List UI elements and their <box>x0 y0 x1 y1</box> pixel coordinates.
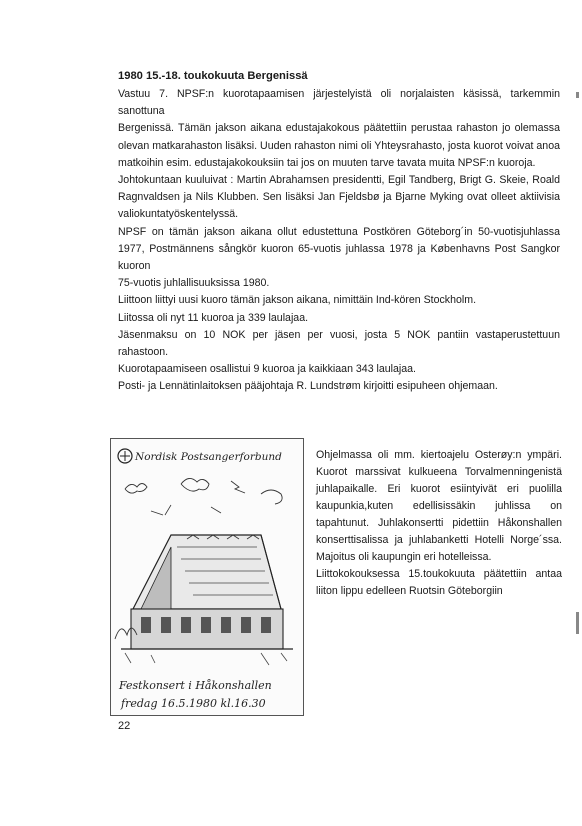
paragraph: 75-vuotis juhlallisuuksissa 1980. <box>118 277 270 290</box>
figure-caption-line2: fredag 16.5.1980 kl.16.30 <box>121 697 266 710</box>
paragraph: Liitossa oli nyt 11 kuoroa ja 339 laulajaa. <box>118 311 309 324</box>
paragraph: Vastuu 7. NPSF:n kuorotapaamisen järjestelyistä oli norjalaisten käsissä, tarkemmin sanottuna <box>118 88 560 118</box>
paragraph: Ohjelmassa oli mm. kiertoajelu Osterøy:n ympäri. Kuorot marssivat kulkueena Torvalmenningenistä juhlapaikalle. Eri kuorot esiintyivät eri puolilla kaupunkia,kuten edellisissäkin juhlissa on tapahtunut. Juhlakonsertti pidettiin Håkonshallen konserttisalissa ja juhlabanketti Hotelli Norge´ssa. Majoitus oli kaupungin eri hotelleissa. <box>316 449 562 563</box>
scan-edge-mark <box>576 92 579 98</box>
figure-header: Nordisk Postsangerforbund <box>135 451 282 463</box>
paragraph: Posti- ja Lennätinlaitoksen pääjohtaja R. Lundstrøm kirjoitti esipuheen ohjemaan. <box>118 380 498 393</box>
section-title: 1980 15.-18. toukokuuta Bergenissä <box>118 70 308 82</box>
hall-building <box>115 535 293 665</box>
paragraph: Jäsenmaksu on 10 NOK per jäsen per vuosi, josta 5 NOK pantiin vastaperustettuun rahastoon. <box>118 328 560 359</box>
paragraph: Johtokuntaan kuuluivat : Martin Abrahamsen presidentti, Egil Tandberg, Brigt G. Skeie, Roald Ragnvaldsen ja Nils Klubben. Sen lisäksi Jan Fjeldsbø ja Bjarne Myking ovat olleet aktiivisia valiokuntatyöskentelyssä. <box>118 174 560 221</box>
concert-program-illustration <box>110 438 304 716</box>
paragraph: Kuorotapaamiseen osallistui 9 kuoroa ja kaikkiaan 343 laulajaa. <box>118 363 416 376</box>
page-number: 22 <box>118 720 131 732</box>
scan-edge-mark <box>576 612 579 634</box>
paragraph: NPSF on tämän jakson aikana ollut edustettuna Postkören Göteborg´in 50-vuotisjuhlassa 1977, Postmännens sångkör kuoron 65-vuotis juhlassa 1978 ja Københavns Post Sangkor kuoron <box>118 225 560 273</box>
paragraph: Liittoon liittyi uusi kuoro tämän jakson aikana, nimittäin Ind-kören Stockholm. <box>118 294 477 307</box>
main-text <box>118 86 560 396</box>
hakonshallen-drawing <box>111 439 303 715</box>
paragraph: Liittokokouksessa 15.toukokuuta päätettiin antaa liiton lippu edelleen Ruotsin Göteborgiin <box>316 568 562 597</box>
emblem-cross <box>120 451 130 461</box>
side-column-text <box>316 447 562 600</box>
paragraph: Bergenissä. Tämän jakson aikana edustajakokous päätettiin perustaa rahaston jo olemassa olevan matkarahaston lisäksi. Uuden rahaston nimi oli Yhteysrahasto, josta kuorot voivat anoa matkoihin esim. edustajakokouksiin tai jos on muuten tarve tavata muita NPSF:n kuoroja. <box>118 122 560 169</box>
figure-caption-line1: Festkonsert i Håkonshallen <box>119 679 272 692</box>
